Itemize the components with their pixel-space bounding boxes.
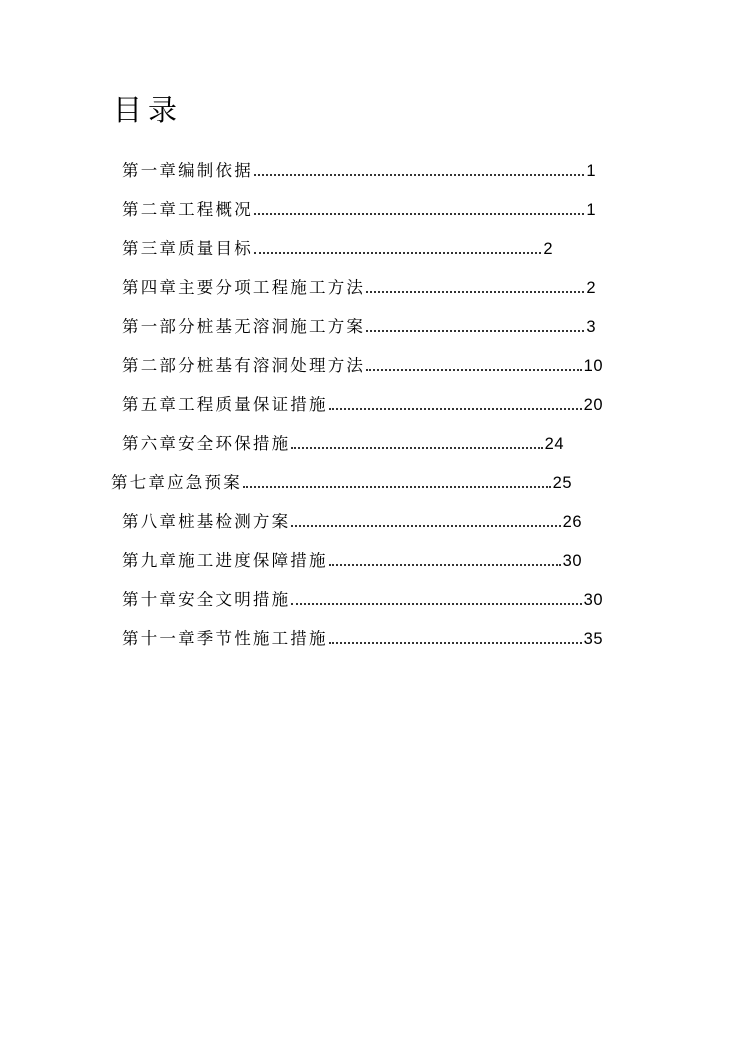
toc-entry-page: 2 [586, 278, 596, 297]
toc-entry-page: 10 [583, 356, 603, 375]
toc-entry-label: 第九章施工进度保障措施 [122, 550, 328, 570]
toc-entry [122, 231, 553, 257]
toc-entry-page: 20 [583, 395, 603, 414]
toc-dot-leader [254, 212, 584, 215]
toc-dot-leader [329, 563, 561, 566]
toc-entry [122, 504, 582, 530]
toc-dot-leader [254, 251, 541, 254]
toc-dot-leader [254, 173, 584, 176]
toc-dot-leader [243, 485, 551, 488]
toc-entry-label: 第一章编制依据 [122, 160, 253, 180]
toc-entry-label: 第七章应急预案 [111, 472, 242, 492]
toc-dot-leader [366, 368, 582, 371]
toc-dot-leader [366, 290, 584, 293]
toc-entry-page: 26 [562, 512, 582, 531]
toc-entry-page: 24 [544, 434, 564, 453]
toc-entry-page: 30 [583, 590, 603, 609]
toc-dot-leader [291, 602, 581, 605]
toc-entry [122, 270, 596, 296]
toc-entry-label: 第四章主要分项工程施工方法 [122, 277, 366, 297]
toc-entry-page: 1 [586, 200, 596, 219]
toc-entry-label: 第二章工程概况 [122, 199, 253, 219]
toc-entry [122, 192, 596, 218]
toc-entry-label: 第八章桩基检测方案 [122, 511, 291, 531]
toc-entry [122, 426, 564, 452]
toc-entry [111, 465, 572, 491]
toc-entry-label: 第十一章季节性施工措施 [122, 628, 328, 648]
toc-entry-page: 1 [586, 161, 596, 180]
toc-dot-leader [329, 407, 582, 410]
toc-entry-page: 30 [562, 551, 582, 570]
toc-title: 目录 [113, 93, 184, 127]
toc-dot-leader [329, 641, 582, 644]
toc-entry-page: 35 [583, 629, 603, 648]
toc-dot-leader [366, 329, 584, 332]
toc-entry-page: 25 [552, 473, 572, 492]
toc-entry [122, 582, 603, 608]
toc-entry [122, 543, 582, 569]
toc-entry [122, 621, 603, 647]
toc-entry [122, 348, 603, 374]
toc-entry-label: 第六章安全环保措施 [122, 433, 291, 453]
toc-entry-label: 第一部分桩基无溶洞施工方案 [122, 316, 366, 336]
toc-dot-leader [291, 524, 560, 527]
toc-entry-page: 2 [543, 239, 553, 258]
toc-entry-label: 第二部分桩基有溶洞处理方法 [122, 355, 366, 375]
toc-entry-page: 3 [586, 317, 596, 336]
toc-entry [122, 387, 603, 413]
toc-entry [122, 309, 596, 335]
toc-entry-label: 第三章质量目标 [122, 238, 253, 258]
toc-entry-label: 第五章工程质量保证措施 [122, 394, 328, 414]
toc-dot-leader [291, 446, 542, 449]
toc-entry [122, 153, 596, 179]
toc-entry-label: 第十章安全文明措施 [122, 589, 291, 609]
